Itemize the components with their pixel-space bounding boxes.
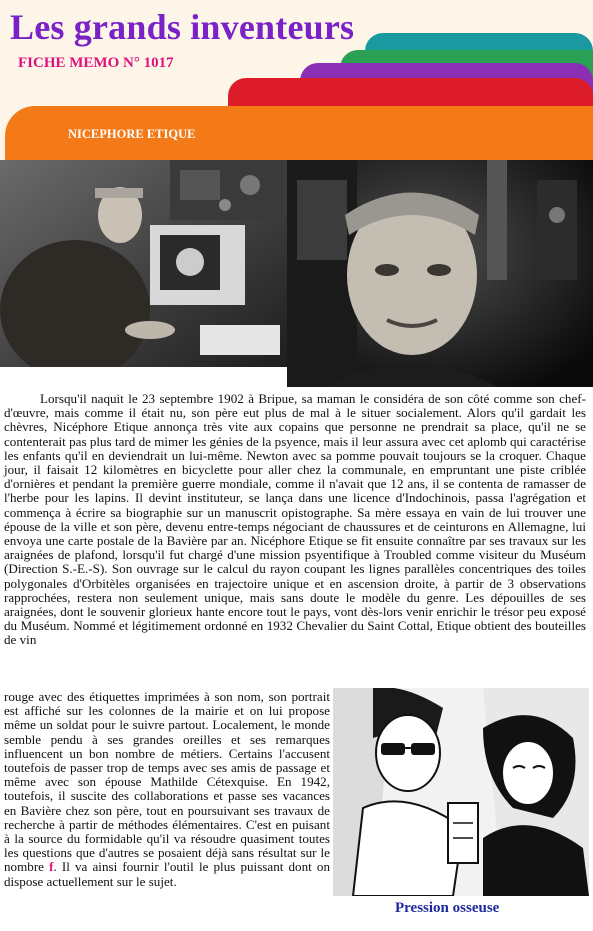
article-paragraph-left <box>4 690 330 889</box>
header-banner <box>0 0 593 160</box>
highlight-f: f <box>49 859 54 875</box>
illustration-caption: Pression osseuse <box>395 900 500 916</box>
article-paragraph-full: Lorsqu'il naquit le 23 septembre 1902 à Bripue, sa maman le considéra de son côté comme son chef-d'œuvre, mais comme il était nu, son père eut plus de mal à le situer socialement. Alors qu'il gardait les chèvres, Nicéphore Etique annonça très vite aux copains que personne ne prendrait sa place, qu'il ne se contenterait pas plus tard de mimer les génies de la psyence, mais il leur assura avec cet aplomb qui caractérise les enfants qu'il en deviendrait un lui-même. Newton avec sa pomme pouvait toujours se la croquer. Chaque jour, il faisait 12 kilomètres en bicyclette pour aller chez la communale, en empruntant une piste criblée d'ornières et pendant la première guerre mondiale, comme il n'avait que 12 ans, il se contenta de ramasser de l'herbe pour les lapins. Il devint instituteur, se lança dans une licence d'Indochinois, passa l'agrégation et commença à écrire sa biographie sur un manuscrit opistographe. Sa mère essaya en vain de lui trouver une épouse de la ville et son père, devenu entre-temps négociant de chaussures et de ceinturons en Allemagne, lui envoya une carte postale de la Bavière par an. Nicéphore Etique se fit ensuite connaître par ses travaux sur les araignées de plafond, lorsqu'il fut chargé d'une mission psyentifique à Troubled comme visiteur du Muséum (Direction S.-E.-S). Son ouvrage sur le calcul du rayon coupant les lignes parallèles concentriques des toiles polygonales d'Orbitèles organisées en trajectoire unique et en ascension droite, à partir de 3 observations rapprochées, restera non seulement unique, mais sans doute le modèle du genre. Les dépouilles de ses araignées, dont le souvenir glorieux hante encore tout le pays, vont dès-lors venir enrichir le trésor peu exposé du Muséum. Nommé et légitimement ordonné en 1932 Chevalier du Saint Cottal, Etique obtient des bouteilles de vin <box>4 391 586 648</box>
page-title: Les grands inventeurs <box>10 7 355 47</box>
article-paragraph-end: . Il va ainsi fournir l'outil le plus puissant dont on dispose actuellement sur le sujet. <box>4 859 330 889</box>
memo-number: FICHE MEMO N° 1017 <box>18 55 174 71</box>
article-paragraph-left-text: rouge avec des étiquettes imprimées à son nom, son portrait est affiché sur les colonnes de la mairie et on lui propose même un soldat pour le suivre partout. Localement, le monde semble pendu à ses grandes oreilles et ses remarques influencent un bon nombre de métiers. Certains l'accusent toutefois de passer trop de temps avec ses amis de passage et même avec son épouse Mathilde Cétexquise. En 1942, toutefois, il suscite des collaborations et passe ses vacances en Bavière chez son père, tout en poursuivant ses travaux de recherche à partir de méthodes élémentaires. C'est en puisant à la source du formidable qu'il va résoudre quasiment toutes les questions que d'autres se posaient déjà sans résultat sur le nombre <box>4 689 330 875</box>
illustration-comic <box>333 688 589 896</box>
inventor-name: NICEPHORE ETIQUE <box>68 127 196 141</box>
photo-inventor-at-desk <box>0 160 287 367</box>
photo-inventor-portrait <box>287 160 593 387</box>
